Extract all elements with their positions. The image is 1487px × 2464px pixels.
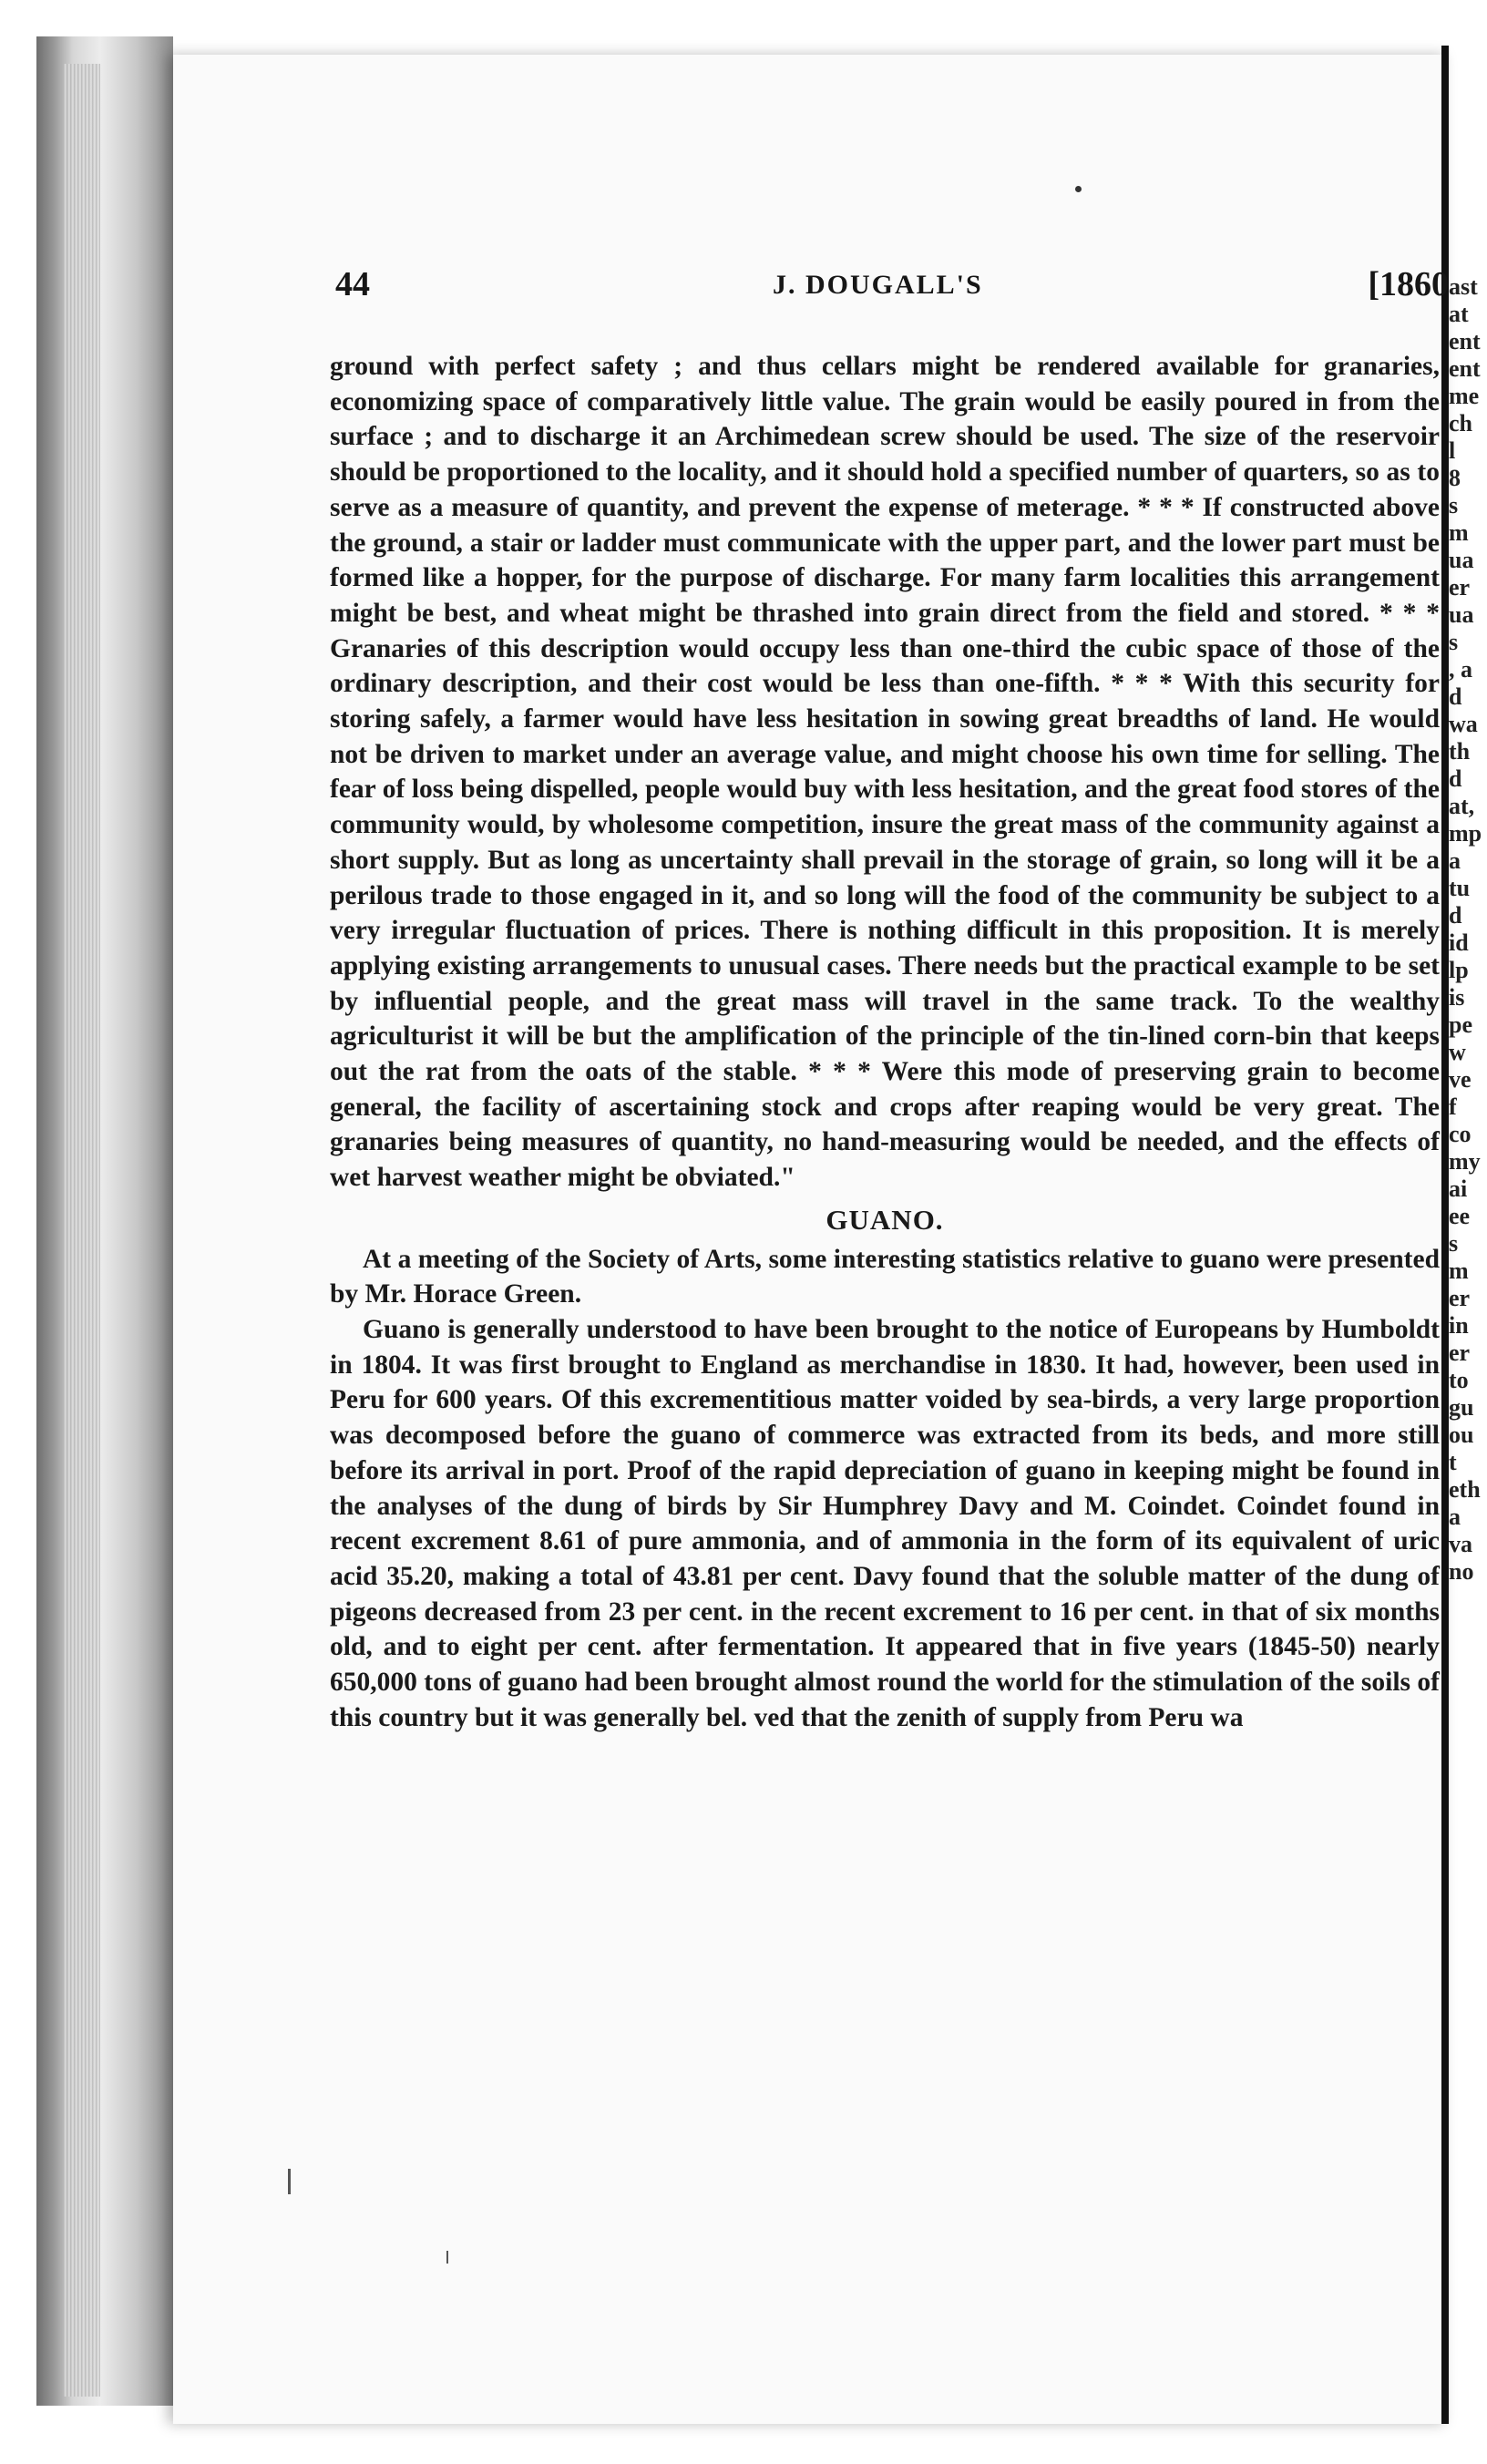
bleed-fragment: pe — [1449, 1011, 1472, 1038]
next-page-bleed — [1449, 273, 1487, 1822]
bleed-fragment: a — [1449, 847, 1461, 874]
bleed-fragment: t — [1449, 1449, 1457, 1475]
bleed-fragment: er — [1449, 1340, 1471, 1366]
bleed-fragment: s — [1449, 629, 1459, 655]
bleed-fragment: d — [1449, 765, 1462, 792]
ink-mark — [446, 2251, 448, 2264]
bleed-fragment: ua — [1449, 601, 1474, 628]
book-binding — [36, 36, 173, 2406]
bleed-fragment: d — [1449, 683, 1462, 710]
bleed-fragment: s — [1449, 492, 1459, 518]
paragraph: At a meeting of the Society of Arts, some interesting statistics relative to guano were presented by Mr. Horace Green. — [330, 1244, 1440, 1309]
bleed-fragment: ent — [1449, 355, 1481, 382]
bleed-fragment: ua — [1449, 547, 1474, 573]
bleed-fragment: in — [1449, 1312, 1469, 1339]
bleed-fragment: id — [1449, 929, 1469, 956]
bleed-fragment: wa — [1449, 711, 1478, 737]
bleed-fragment: lp — [1449, 957, 1469, 983]
bleed-fragment: ve — [1449, 1066, 1472, 1093]
bleed-fragment: s — [1449, 1230, 1459, 1257]
ink-speck — [1075, 186, 1082, 192]
bleed-fragment: is — [1449, 984, 1465, 1011]
bleed-fragment: th — [1449, 738, 1471, 765]
bleed-fragment: m — [1449, 1258, 1469, 1284]
bleed-fragment: w — [1449, 1039, 1466, 1065]
bleed-fragment: ai — [1449, 1176, 1468, 1202]
bleed-fragment: at — [1449, 301, 1469, 327]
page-edges — [64, 64, 100, 2397]
bleed-fragment: ent — [1449, 328, 1481, 354]
bleed-fragment: ou — [1449, 1422, 1474, 1448]
bleed-fragment: f — [1449, 1093, 1457, 1120]
paragraph: Guano is generally understood to have been brought to the notice of Europeans by Humboldt in 1804. It was first brought to England as merchandise in 1830. It had, however, been used in Peru for 600 years. Of this excrementitious matter voided by sea-birds, a very large proportion was decomposed before the guano of commerce was extracted from its beds, and more still before its arrival in port. Proof of the rapid depreciation of guano in keeping might be found in the analyses of the dung of birds by Sir Humphrey Davy and M. Coindet. Coindet found in recent excrement 8.61 of pure ammonia, and of ammonia in the form of its equivalent of uric acid 35.20, making a total of 43.81 per cent. Davy found that the soluble matter of the dung of pigeons decreased from 23 per cent. in the recent excrement to 16 per cent. in that of six months old, and to eight per cent. after fermentation. It appeared that in five years (1845-50) nearly 650,000 tons of guano had been brought almost round the world for the stimulation of the soils of this country but it was generally bel. ved that the zenith of supply from Peru wa — [330, 1314, 1440, 1732]
bleed-fragment: no — [1449, 1558, 1474, 1585]
bleed-fragment: co — [1449, 1121, 1472, 1147]
bleed-fragment: to — [1449, 1367, 1469, 1393]
bleed-fragment: er — [1449, 574, 1471, 601]
bleed-fragment: l — [1449, 437, 1456, 464]
bleed-fragment: ast — [1449, 273, 1478, 300]
bleed-fragment: mp — [1449, 820, 1482, 847]
ink-mark — [288, 2169, 291, 2194]
bleed-fragment: , a — [1449, 656, 1472, 683]
bleed-fragment: at, — [1449, 793, 1475, 819]
bleed-fragment: er — [1449, 1285, 1471, 1311]
bleed-fragment: m — [1449, 519, 1469, 546]
bleed-fragment: va — [1449, 1531, 1472, 1557]
bleed-fragment: me — [1449, 383, 1480, 409]
bleed-fragment: my — [1449, 1148, 1481, 1175]
page-gutter — [1441, 46, 1449, 2424]
running-title: J. DOUGALL'S — [773, 270, 983, 300]
bleed-fragment: 8 — [1449, 465, 1461, 491]
article-body — [330, 349, 1440, 1735]
bleed-fragment: gu — [1449, 1394, 1474, 1421]
bleed-fragment: ee — [1449, 1203, 1471, 1229]
bleed-fragment: a — [1449, 1504, 1461, 1530]
page-header — [335, 264, 1449, 310]
header-year: [1860 — [1368, 265, 1449, 303]
bleed-fragment: tu — [1449, 875, 1471, 901]
continuation-paragraph: ground with perfect safety ; and thus cellars might be rendered available for granaries, economizing space of comparatively little value. The grain would be easily poured in from the surface ; and to discharge it an Archimedean screw should be used. The size of the reservoir should be proportioned to the locality, and it should hold a specified number of quarters, so as to serve as a measure of quantity, and prevent the expense of meterage. * * * If constructed above the ground, a stair or ladder must communicate with the upper part, and the lower part must be formed like a hopper, for the purpose of discharge. For many farm localities this arrangement might be best, and wheat might be thrashed into grain direct from the field and stored. * * * Granaries of this description would occupy less than one-third the cubic space of those of the ordinary description, and their cost would be less than one-fifth. * * * With this security for storing safely, a farmer would have less hesitation in sowing great breadths of land. He would not be driven to market under an average value, and might choose his own time for selling. The fear of loss being dispelled, people would buy with less hesitation, and the great food stores of the community would, by wholesome competition, insure the great mass of the community against a short supply. But as long as uncertainty shall prevail in the storage of grain, so long will it be a perilous trade to those engaged in it, and so long will the food of the community be subject to a very irregular fluctuation of prices. There is nothing difficult in this proposition. It is merely applying existing arrangements to unusual cases. There needs but the practical example to be set by influential people, and the great mass will travel in the same track. To the wealthy agriculturist it will be but the amplification of the principle of the tin-lined corn-bin that keeps out the rat from the oats of the stable. * * * Were this mode of preserving grain to become general, the facility of ascertaining stock and crops after reaping would be very great. The granaries being measures of quantity, no hand-measuring would be needed, and the effects of wet harvest weather might be obviated." — [330, 352, 1440, 1193]
page-number: 44 — [335, 265, 370, 303]
bleed-fragment: ch — [1449, 410, 1472, 436]
bleed-fragment: d — [1449, 902, 1462, 929]
bleed-fragment: eth — [1449, 1476, 1481, 1503]
section-heading: GUANO. — [826, 1203, 944, 1236]
